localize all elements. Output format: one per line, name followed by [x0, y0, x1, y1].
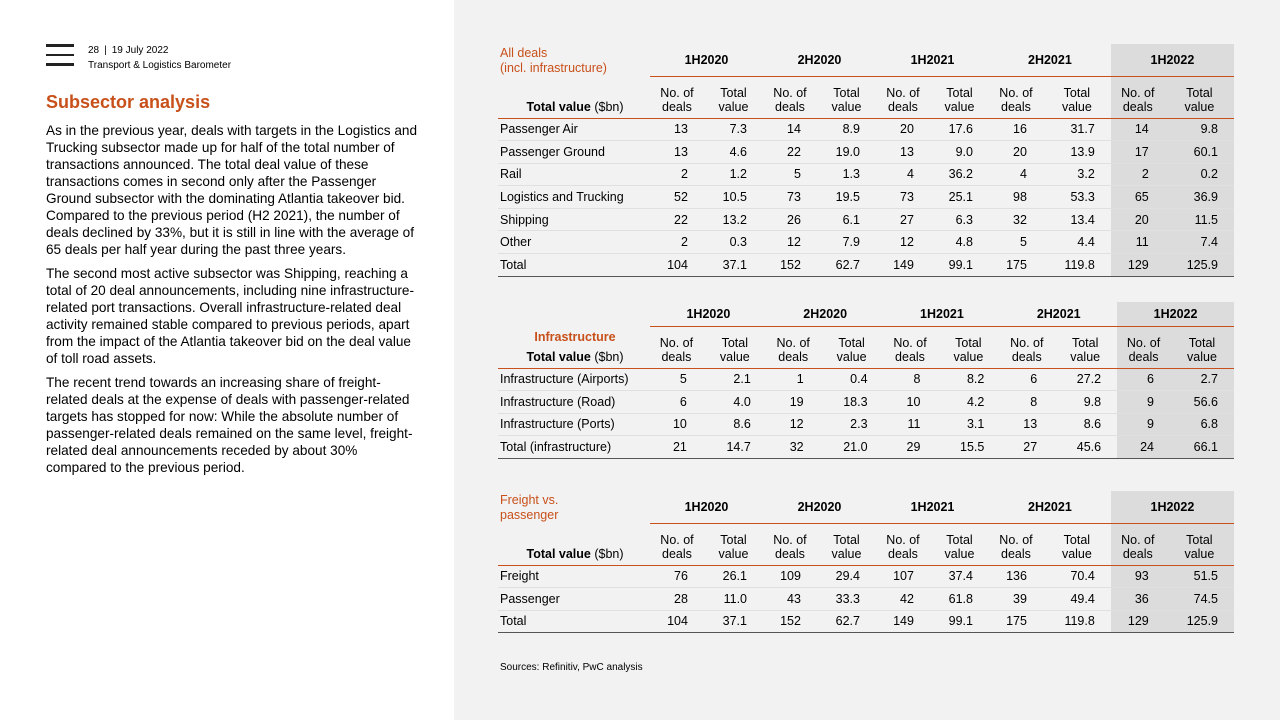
deals-cell: 73: [763, 186, 817, 209]
value-cell: 15.5: [936, 436, 1000, 459]
deals-cell: 175: [989, 610, 1043, 633]
deals-col-header: No. of deals: [763, 76, 817, 118]
value-col-header: Total value: [1043, 523, 1111, 565]
row-label: Passenger: [498, 588, 650, 611]
paragraph: As in the previous year, deals with targets in the Logistics and Trucking subsector made up for half of the total number of transactions announced. The total deal value of these transactions comes in second only after the Passenger Ground subsector with the dominating Atlantia takeover bid. Compared to the previous period (H2 2021), the number of deals declined by 33%, but it is still in line with the average of 65 deals per half year during the past three years.: [46, 123, 418, 257]
deals-cell: 16: [989, 118, 1043, 141]
period-header: 1H2020: [650, 44, 763, 76]
value-cell: 19.0: [817, 141, 876, 164]
value-col-header: Total value: [703, 326, 767, 368]
sub-header-row: [498, 326, 1234, 368]
deals-cell: 26: [763, 208, 817, 231]
value-cell: 8.6: [703, 413, 767, 436]
value-cell: 53.3: [1043, 186, 1111, 209]
deals-cell: 129: [1111, 610, 1165, 633]
period-header: 2H2021: [1000, 302, 1117, 326]
deals-cell: 5: [650, 368, 703, 391]
total-value-label: Infrastructure Total value ($bn): [498, 326, 650, 368]
period-header: 2H2020: [767, 302, 884, 326]
deals-cell: 8: [884, 368, 937, 391]
value-cell: 66.1: [1170, 436, 1234, 459]
total-value-label: Total value ($bn): [498, 523, 650, 565]
value-cell: 7.3: [704, 118, 763, 141]
deals-cell: 29: [884, 436, 937, 459]
deals-cell: 20: [989, 141, 1043, 164]
deals-cell: 107: [876, 565, 930, 588]
table-row: [498, 588, 1234, 611]
deals-cell: 42: [876, 588, 930, 611]
deals-cell: 2: [650, 231, 704, 254]
deals-cell: 22: [650, 208, 704, 231]
deals-col-header: No. of deals: [767, 326, 820, 368]
deals-cell: 17: [1111, 141, 1165, 164]
value-cell: 6.1: [817, 208, 876, 231]
table-title: Freight vs. passenger: [500, 493, 559, 522]
deals-cell: 109: [763, 565, 817, 588]
deals-col-header: No. of deals: [1111, 523, 1165, 565]
value-cell: 61.8: [930, 588, 989, 611]
deals-cell: 2: [1111, 163, 1165, 186]
period-header: 1H2022: [1111, 44, 1234, 76]
deals-cell: 13: [650, 118, 704, 141]
deals-cell: 10: [650, 413, 703, 436]
value-cell: 14.7: [703, 436, 767, 459]
deals-cell: 22: [763, 141, 817, 164]
deals-cell: 20: [1111, 208, 1165, 231]
deals-cell: 11: [884, 413, 937, 436]
deals-cell: 52: [650, 186, 704, 209]
value-cell: 37.1: [704, 254, 763, 277]
menu-icon[interactable]: [46, 44, 74, 66]
value-cell: 4.2: [936, 391, 1000, 414]
row-label: Other: [498, 231, 650, 254]
deals-cell: 6: [650, 391, 703, 414]
deals-cell: 9: [1117, 413, 1170, 436]
value-cell: 8.2: [936, 368, 1000, 391]
table-title-spacer: [498, 302, 650, 326]
value-col-header: Total value: [1043, 76, 1111, 118]
row-label: Rail: [498, 163, 650, 186]
deals-cell: 13: [876, 141, 930, 164]
deals-col-header: No. of deals: [650, 523, 704, 565]
value-col-header: Total value: [1053, 326, 1117, 368]
deals-cell: 76: [650, 565, 704, 588]
paragraph: The recent trend towards an increasing share of freight-related deals at the expense of deals with passenger-related targets has stopped for now: While the absolute number of passenger-related deals remained on the same level, freight-related deal announcements receded by about 30% compared to the previous period.: [46, 375, 413, 475]
table-row: [498, 565, 1234, 588]
value-col-header: Total value: [936, 326, 1000, 368]
value-cell: 25.1: [930, 186, 989, 209]
value-cell: 62.7: [817, 610, 876, 633]
value-cell: 51.5: [1165, 565, 1234, 588]
value-col-header: Total value: [817, 76, 876, 118]
deals-cell: 43: [763, 588, 817, 611]
total-row: [498, 436, 1234, 459]
value-cell: 19.5: [817, 186, 876, 209]
value-cell: 36.2: [930, 163, 989, 186]
row-label: Logistics and Trucking: [498, 186, 650, 209]
value-cell: 36.9: [1165, 186, 1234, 209]
deals-cell: 6: [1117, 368, 1170, 391]
value-cell: 0.2: [1165, 163, 1234, 186]
table-row: [498, 413, 1234, 436]
deals-cell: 149: [876, 610, 930, 633]
value-cell: 125.9: [1165, 254, 1234, 277]
deals-cell: 12: [876, 231, 930, 254]
infrastructure-table: [498, 302, 1234, 459]
value-cell: 0.4: [820, 368, 884, 391]
value-cell: 4.4: [1043, 231, 1111, 254]
period-header: 1H2020: [650, 491, 763, 523]
value-cell: 6.8: [1170, 413, 1234, 436]
row-label: Total: [498, 610, 650, 633]
table-row: [498, 163, 1234, 186]
value-cell: 18.3: [820, 391, 884, 414]
table-row: [498, 141, 1234, 164]
value-cell: 3.1: [936, 413, 1000, 436]
sub-header-row: [498, 523, 1234, 565]
sub-header-row: [498, 76, 1234, 118]
deals-cell: 98: [989, 186, 1043, 209]
value-col-header: Total value: [820, 326, 884, 368]
period-header: 1H2021: [876, 491, 989, 523]
deals-cell: 6: [1000, 368, 1053, 391]
table-title: All deals (incl. infrastructure): [500, 46, 607, 75]
page-number: 28: [88, 45, 100, 56]
deals-cell: 175: [989, 254, 1043, 277]
value-col-header: Total value: [817, 523, 876, 565]
freight-vs-passenger-table: [498, 491, 1234, 633]
deals-cell: 129: [1111, 254, 1165, 277]
value-cell: 13.4: [1043, 208, 1111, 231]
value-cell: 13.2: [704, 208, 763, 231]
value-col-header: Total value: [930, 523, 989, 565]
deals-cell: 10: [884, 391, 937, 414]
total-value-label: Total value ($bn): [498, 76, 650, 118]
deals-col-header: No. of deals: [1111, 76, 1165, 118]
deals-cell: 32: [767, 436, 820, 459]
table-row: [498, 186, 1234, 209]
value-cell: 27.2: [1053, 368, 1117, 391]
value-cell: 29.4: [817, 565, 876, 588]
value-cell: 4.6: [704, 141, 763, 164]
table-row: [498, 231, 1234, 254]
deals-cell: 136: [989, 565, 1043, 588]
period-header: 1H2022: [1111, 491, 1234, 523]
value-cell: 31.7: [1043, 118, 1111, 141]
deals-cell: 24: [1117, 436, 1170, 459]
value-cell: 8.9: [817, 118, 876, 141]
body-text: [46, 122, 420, 483]
period-header: 2H2021: [989, 44, 1111, 76]
value-cell: 9.8: [1165, 118, 1234, 141]
row-label: Passenger Air: [498, 118, 650, 141]
deals-cell: 1: [767, 368, 820, 391]
deals-cell: 104: [650, 254, 704, 277]
sources-note: Sources: Refinitiv, PwC analysis: [500, 662, 643, 673]
deals-cell: 152: [763, 610, 817, 633]
deals-col-header: No. of deals: [876, 523, 930, 565]
deals-cell: 28: [650, 588, 704, 611]
deals-col-header: No. of deals: [989, 523, 1043, 565]
deals-cell: 12: [763, 231, 817, 254]
row-label: Infrastructure (Airports): [498, 368, 650, 391]
value-cell: 21.0: [820, 436, 884, 459]
report-date: 19 July 2022: [111, 45, 169, 56]
row-label: Total (infrastructure): [498, 436, 650, 459]
deals-cell: 21: [650, 436, 703, 459]
deals-cell: 2: [650, 163, 704, 186]
period-header: 2H2021: [989, 491, 1111, 523]
period-header: 1H2021: [884, 302, 1001, 326]
value-cell: 9.8: [1053, 391, 1117, 414]
deals-cell: 149: [876, 254, 930, 277]
period-header: 1H2022: [1117, 302, 1234, 326]
total-row: [498, 610, 1234, 633]
paragraph: The second most active subsector was Shipping, reaching a total of 20 deal announcements, including nine infrastructure-related port transactions. Overall infrastructure-related deal activity remained stable compared to previous periods, apart from the impact of the Atlantia takeover bid on the deal value of toll road assets.: [46, 266, 415, 366]
value-cell: 9.0: [930, 141, 989, 164]
deals-cell: 36: [1111, 588, 1165, 611]
period-header: 2H2020: [763, 44, 876, 76]
report-title: Transport & Logistics Barometer: [88, 60, 232, 71]
value-cell: 10.5: [704, 186, 763, 209]
deals-cell: 19: [767, 391, 820, 414]
deals-cell: 27: [876, 208, 930, 231]
value-cell: 33.3: [817, 588, 876, 611]
period-header: 1H2021: [876, 44, 989, 76]
deals-col-header: No. of deals: [884, 326, 937, 368]
table-row: [498, 368, 1234, 391]
deals-cell: 14: [763, 118, 817, 141]
deals-col-header: No. of deals: [650, 76, 704, 118]
deals-col-header: No. of deals: [989, 76, 1043, 118]
deals-cell: 9: [1117, 391, 1170, 414]
value-cell: 60.1: [1165, 141, 1234, 164]
value-cell: 4.8: [930, 231, 989, 254]
value-cell: 70.4: [1043, 565, 1111, 588]
deals-cell: 65: [1111, 186, 1165, 209]
value-cell: 1.2: [704, 163, 763, 186]
deals-cell: 4: [876, 163, 930, 186]
value-cell: 7.4: [1165, 231, 1234, 254]
value-cell: 2.1: [703, 368, 767, 391]
value-cell: 2.7: [1170, 368, 1234, 391]
value-cell: 56.6: [1170, 391, 1234, 414]
value-cell: 1.3: [817, 163, 876, 186]
deals-cell: 8: [1000, 391, 1053, 414]
value-cell: 99.1: [930, 610, 989, 633]
value-cell: 119.8: [1043, 254, 1111, 277]
total-row: [498, 254, 1234, 277]
table-row: [498, 118, 1234, 141]
deals-cell: 152: [763, 254, 817, 277]
deals-cell: 73: [876, 186, 930, 209]
value-col-header: Total value: [1170, 326, 1234, 368]
deals-cell: 12: [767, 413, 820, 436]
deals-cell: 13: [650, 141, 704, 164]
value-cell: 8.6: [1053, 413, 1117, 436]
deals-cell: 11: [1111, 231, 1165, 254]
row-label: Infrastructure (Ports): [498, 413, 650, 436]
row-label: Shipping: [498, 208, 650, 231]
period-header: 2H2020: [763, 491, 876, 523]
row-label: Infrastructure (Road): [498, 391, 650, 414]
deals-cell: 14: [1111, 118, 1165, 141]
deals-cell: 27: [1000, 436, 1053, 459]
deals-cell: 104: [650, 610, 704, 633]
value-cell: 0.3: [704, 231, 763, 254]
deals-col-header: No. of deals: [1000, 326, 1053, 368]
value-cell: 37.4: [930, 565, 989, 588]
value-col-header: Total value: [1165, 76, 1234, 118]
table-row: [498, 208, 1234, 231]
value-cell: 62.7: [817, 254, 876, 277]
section-title: Subsector analysis: [46, 92, 211, 112]
deals-cell: 5: [989, 231, 1043, 254]
value-col-header: Total value: [930, 76, 989, 118]
table-row: [498, 391, 1234, 414]
value-cell: 2.3: [820, 413, 884, 436]
value-col-header: Total value: [704, 76, 763, 118]
value-cell: 26.1: [704, 565, 763, 588]
deals-cell: 93: [1111, 565, 1165, 588]
value-cell: 45.6: [1053, 436, 1117, 459]
meta-separator: |: [104, 45, 107, 56]
value-cell: 74.5: [1165, 588, 1234, 611]
row-label: Passenger Ground: [498, 141, 650, 164]
deals-cell: 13: [1000, 413, 1053, 436]
value-cell: 119.8: [1043, 610, 1111, 633]
value-cell: 3.2: [1043, 163, 1111, 186]
value-cell: 11.0: [704, 588, 763, 611]
value-cell: 4.0: [703, 391, 767, 414]
deals-col-header: No. of deals: [650, 326, 703, 368]
row-label: Freight: [498, 565, 650, 588]
deals-cell: 4: [989, 163, 1043, 186]
row-label: Total: [498, 254, 650, 277]
deals-col-header: No. of deals: [1117, 326, 1170, 368]
value-cell: 125.9: [1165, 610, 1234, 633]
value-cell: 7.9: [817, 231, 876, 254]
deals-cell: 32: [989, 208, 1043, 231]
text-panel: [0, 0, 454, 720]
value-cell: 17.6: [930, 118, 989, 141]
all-deals-table: [498, 44, 1234, 277]
value-col-header: Total value: [1165, 523, 1234, 565]
deals-cell: 39: [989, 588, 1043, 611]
deals-cell: 20: [876, 118, 930, 141]
value-cell: 99.1: [930, 254, 989, 277]
period-header: 1H2020: [650, 302, 767, 326]
deals-col-header: No. of deals: [763, 523, 817, 565]
value-col-header: Total value: [704, 523, 763, 565]
deals-col-header: No. of deals: [876, 76, 930, 118]
deals-cell: 5: [763, 163, 817, 186]
value-cell: 6.3: [930, 208, 989, 231]
value-cell: 49.4: [1043, 588, 1111, 611]
value-cell: 37.1: [704, 610, 763, 633]
value-cell: 11.5: [1165, 208, 1234, 231]
value-cell: 13.9: [1043, 141, 1111, 164]
page-meta: [88, 43, 231, 73]
